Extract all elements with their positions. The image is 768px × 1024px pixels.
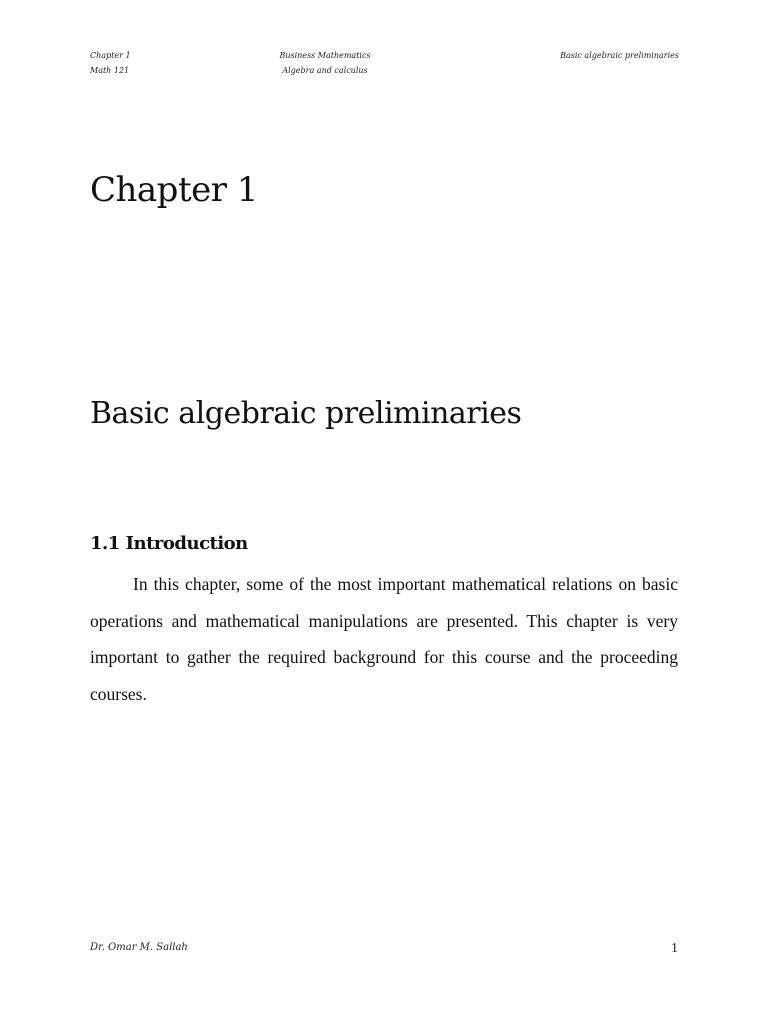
- header-center: [270, 48, 380, 78]
- page-number: 1: [671, 941, 678, 956]
- section-heading: 1.1 Introduction: [90, 533, 248, 554]
- header-left: [90, 48, 131, 78]
- header-right: [560, 48, 679, 63]
- introduction-paragraph: In this chapter, some of the most important mathematical relations on basic operations and mathematical manipulations are presented. This chapter is very important to gather the required background for this course and the proceeding courses.: [90, 574, 678, 704]
- header-chapter-label: Chapter 1: [90, 51, 131, 60]
- chapter-title: Chapter 1: [90, 170, 258, 210]
- header-course-title: Business Mathematics: [279, 51, 371, 60]
- header-course-subtitle: Algebra and calculus: [282, 66, 368, 75]
- footer-author: Dr. Omar M. Sallah: [90, 942, 188, 953]
- header-course-code: Math 121: [90, 66, 130, 75]
- header-chapter-topic: Basic algebraic preliminaries: [560, 51, 679, 60]
- chapter-subtitle: Basic algebraic preliminaries: [90, 396, 522, 431]
